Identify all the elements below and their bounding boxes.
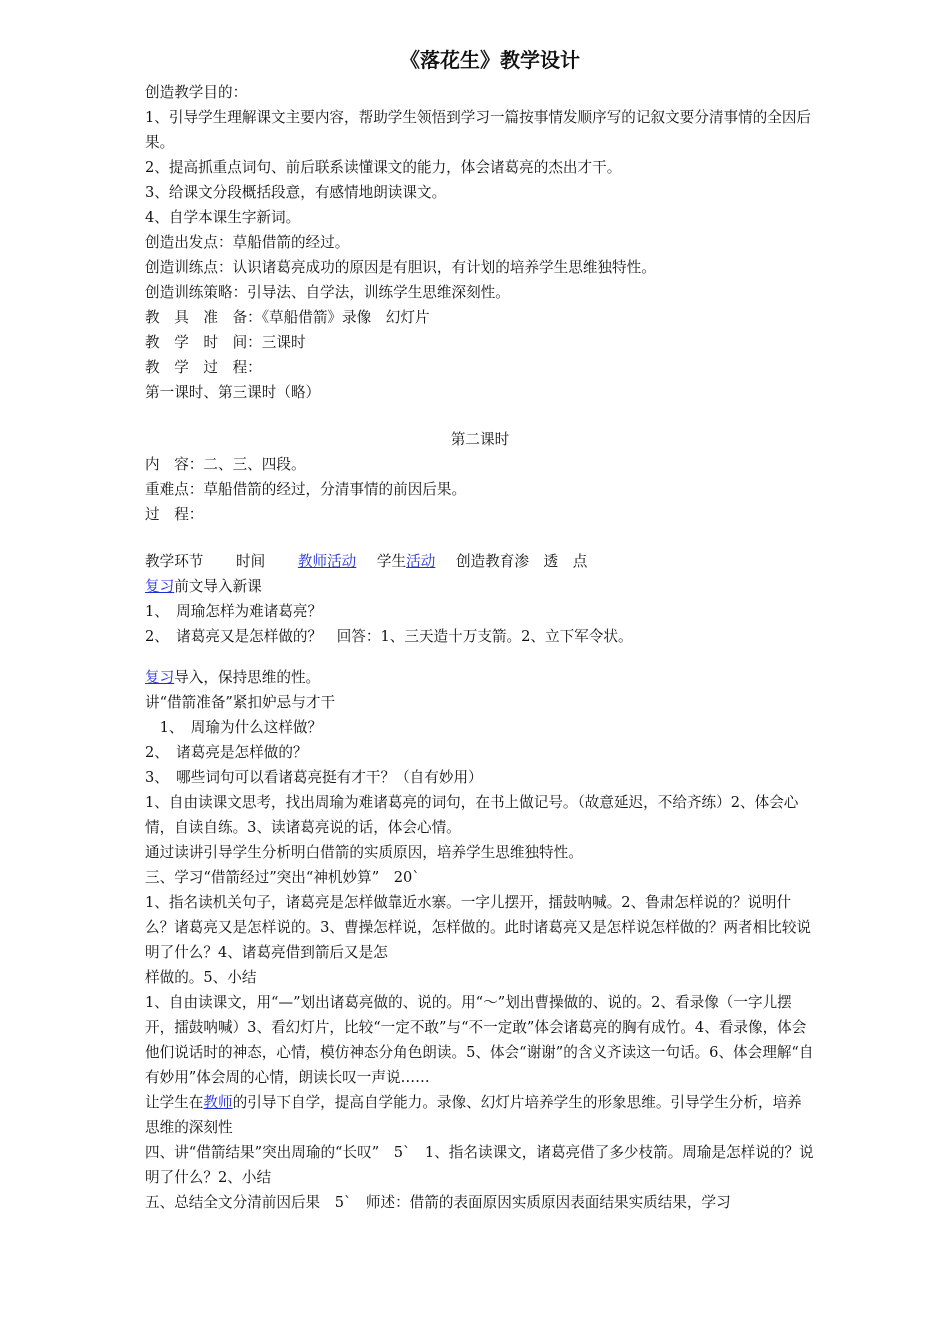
col-creative-point: 创造教育渗 透 点 xyxy=(455,553,588,570)
body-line: 通过读讲引导学生分析明白借箭的实质原因，培养学生思维独特性。 xyxy=(145,844,583,861)
info-line: 教 学 过 程： xyxy=(145,359,262,376)
body-line: 讲“借箭准备”紧扣妒忌与才干 xyxy=(145,694,336,711)
col-teacher-activity-link[interactable]: 教师活动 xyxy=(297,553,357,570)
body-paragraph: 1、自由读课文，用“—”划出诸葛亮做的、说的。用“～”划出曹操做的、说的。2、看录像（一字儿摆开，擂鼓呐喊）3、看幻灯片，比较“一定不敢”与“不一定敢”体会诸葛亮的胸有成竹。4、看录像，体会他们说话时的神态，心情，模仿神态分角色朗读。5、体会“谢谢”的含义齐读这一句话。6、体会理解“自有妙用”体会周的心情，朗读长叹一声说…… xyxy=(145,994,814,1086)
col-teaching-step: 教学环节 xyxy=(145,553,204,570)
info-line: 教 学 时 间：三课时 xyxy=(145,334,306,351)
teacher-link[interactable]: 教师 xyxy=(203,1094,233,1111)
teacher-guidance-paragraph: 让学生在教师的引导下自学，提高自学能力。录像、幻灯片培养学生的形象思维。引导学生分析，培养思维的深刻性 xyxy=(145,1094,802,1136)
info-line: 第一课时、第三课时（略） xyxy=(145,384,321,401)
col-student-activity: 学生活动 xyxy=(376,553,436,570)
info-line: 教 具 准 备：《草船借箭》录像 幻灯片 xyxy=(145,309,430,326)
review-link[interactable]: 复习 xyxy=(145,669,175,686)
lesson-heading: 第二课时 xyxy=(450,431,510,448)
section-paragraph: 五、总结全文分清前因后果 5` 师述：借箭的表面原因实质原因表面结果实质结果，学习 xyxy=(145,1194,731,1211)
student-activity-link[interactable]: 活动 xyxy=(406,553,436,570)
review-link[interactable]: 复习 xyxy=(145,578,175,595)
document-title: 《落花生》教学设计 xyxy=(400,48,580,72)
review-line: 复习前文导入新课 xyxy=(145,578,262,595)
body-line: 2、 诸葛亮是怎样做的？ xyxy=(145,744,308,761)
body-line: 样做的。5、小结 xyxy=(145,969,257,986)
info-line: 创造训练点：认识诸葛亮成功的原因是有胆识，有计划的培养学生思维独特性。 xyxy=(145,259,656,276)
body-line: 3、 哪些词句可以看诸葛亮挺有才干？（自有妙用） xyxy=(145,769,483,786)
question-item: 1、 周瑜怎样为难诸葛亮？ xyxy=(145,603,323,620)
body-paragraph: 1、指名读机关句子，诸葛亮是怎样做靠近水寨。一字儿摆开，擂鼓呐喊。2、鲁肃怎样说的？说明什么？诸葛亮又是怎样说的。3、曹操怎样说，怎样做的。此时诸葛亮又是怎样说怎样做的？两者相比较说明了什么？4、诸葛亮借到箭后又是怎 xyxy=(145,894,812,961)
table-header-row xyxy=(145,549,815,574)
goal-item: 1、引导学生理解课文主要内容，帮助学生领悟到学习一篇按事情发顺序写的记叙文要分清事情的全因后果。 xyxy=(145,109,812,151)
goal-item: 2、提高抓重点词句、前后联系读懂课文的能力，体会诸葛亮的杰出才干。 xyxy=(145,159,622,176)
goal-item: 3、给课文分段概括段意，有感情地朗读课文。 xyxy=(145,184,447,201)
section-paragraph: 四、讲“借箭结果”突出周瑜的“长叹” 5` 1、指名读课文，诸葛亮借了多少枝箭。周瑜是怎样说的？说明了什么？2、小结 xyxy=(145,1144,814,1186)
question-item: 2、 诸葛亮又是怎样做的？ 回答：1、三天造十万支箭。2、立下军令状。 xyxy=(145,628,633,645)
section-heading: 三、学习“借箭经过”突出“神机妙算” 20` xyxy=(145,869,420,886)
goal-item: 4、自学本课生字新词。 xyxy=(145,209,301,226)
goals-heading: 创造教学目的： xyxy=(145,84,248,101)
lesson-difficulty: 重难点：草船借箭的经过，分清事情的前因后果。 xyxy=(145,481,467,498)
col-time: 时间 xyxy=(236,553,266,570)
review-line: 复习导入，保持思维的性。 xyxy=(145,669,321,686)
info-line: 创造出发点：草船借箭的经过。 xyxy=(145,234,350,251)
body-paragraph: 1、自由读课文思考，找出周瑜为难诸葛亮的词句，在书上做记号。（故意延迟，不给齐练）2、体会心情，自读自练。3、读诸葛亮说的话，体会心情。 xyxy=(145,794,799,836)
body-line: 1、 周瑜为什么这样做？ xyxy=(145,719,323,736)
document-page xyxy=(145,44,815,1215)
info-line: 创造训练策略：引导法、自学法，训练学生思维深刻性。 xyxy=(145,284,510,301)
lesson-content: 内 容：二、三、四段。 xyxy=(145,456,306,473)
lesson-process: 过 程： xyxy=(145,506,204,523)
